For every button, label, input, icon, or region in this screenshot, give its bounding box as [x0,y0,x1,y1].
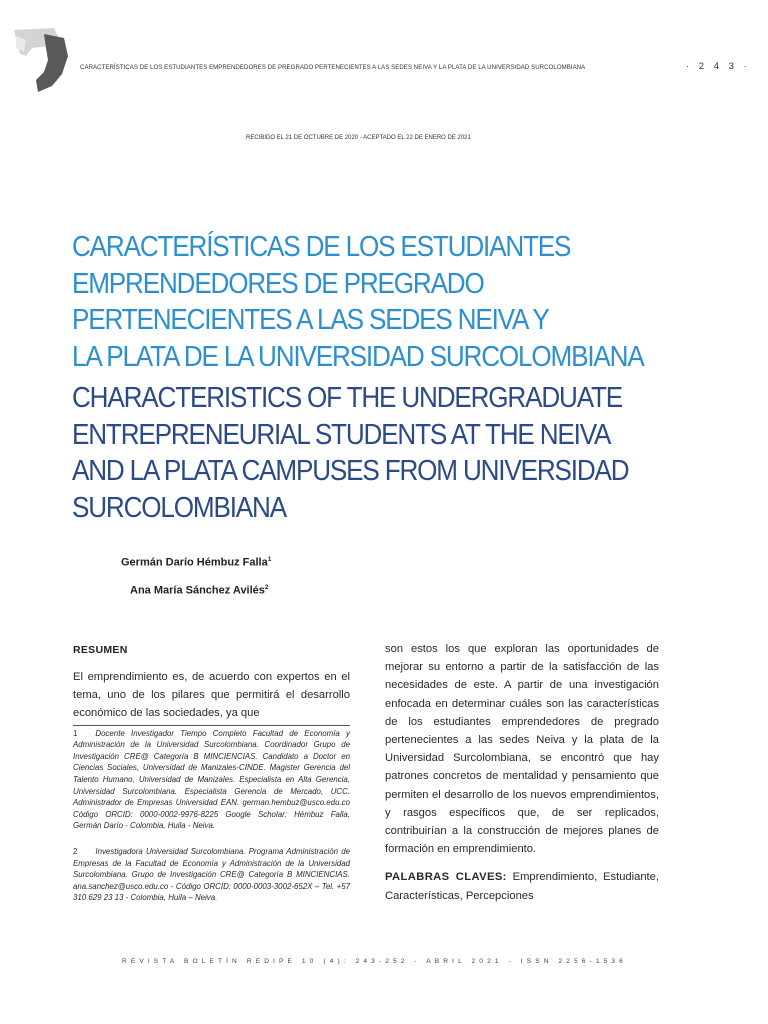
title-spanish [72,229,644,375]
author-1 [121,556,271,569]
title-english-line: CHARACTERISTICS OF THE UNDERGRADUATE [72,382,623,414]
author-footnote-mark: 1 [267,556,272,563]
title-english [72,380,629,526]
footnote-text: Investigadora Universidad Surcolombiana. Programa Administración de Empresas de la Facultad de Economía y Administración de la Universidad Surcolombiana. Grupo de Investigación CRE@ Categoría B MINCIENCIAS. ana.sanchez@usco.edu.co - Código ORCID: 0000-0003-3002-652X – Tel. +57 310 629 23 13 - Colombia, Huila – Neiva. [73,846,350,903]
keywords [385,868,659,904]
page-number: · 2 4 3 · [686,61,751,72]
left-column [73,644,350,904]
title-spanish-line: EMPRENDEDORES DE PREGRADO [72,267,484,300]
author-footnote-mark: 2 [264,584,269,591]
received-accepted-dates: RECIBIDO EL 21 DE OCTUBRE DE 2020 - ACEPTADO EL 22 DE ENERO DE 2021 [246,135,471,141]
journal-logo-icon [10,26,70,92]
footnote-divider [73,725,350,726]
title-english-line: AND LA PLATA CAMPUSES FROM UNIVERSIDAD [72,455,629,487]
footnote-number: 1 [73,728,78,738]
journal-footer: REVISTA BOLETÍN REDIPE 10 (4): 243-252 - ABRIL 2021 - ISSN 2256-1536 [122,958,627,965]
abstract-text-left: El emprendimiento es, de acuerdo con expertos en el tema, uno de los pilares que permitirá el desarrollo económico de las sociedades, ya que [73,671,350,720]
footnote-number: 2 [73,846,78,856]
keywords-text: Emprendimiento, Estudiante, Características, Percepciones [385,871,660,902]
abstract-heading: RESUMEN [73,644,128,656]
title-english-line: ENTREPRENEURIAL STUDENTS AT THE NEIVA [72,418,611,451]
title-spanish-line: PERTENECIENTES A LAS SEDES NEIVA Y [72,304,549,336]
footnote-text: Docente Investigador Tiempo Completo Facultad de Economía y Administración de la Universidad Surcolombiana. Coordinador Grupo de Investigación CRE@ Categoría B MINCIENCIAS. Candidato a Doctor en Ciencias Sociales, Universidad de Manizales-CINDE. Magister Gerencia del Talento Humano, Universidad de Manizales. Especialista en Alta Gerencia, Universidad Surcolombiana. Especialista Gerencia de Mercado, UCC. Administrador de Empresas Universidad EAN. german.hembuz@usco.edu.co Código ORCID: 0000-0002-9976-8225 Google Scholar: Hémbuz Falla, Germán Darío - Colombia, Huila - Neiva. [73,728,350,831]
title-english-line: SURCOLOMBIANA [72,491,286,524]
author-name: Ana María Sánchez Avilés [130,584,265,597]
footnote-2 [73,846,350,904]
right-column [385,640,659,905]
keywords-label: PALABRAS CLAVES: [385,871,507,884]
author-2 [130,584,269,597]
title-spanish-line: CARACTERÍSTICAS DE LOS ESTUDIANTES [72,231,571,263]
title-spanish-line: LA PLATA DE LA UNIVERSIDAD SURCOLOMBIANA [72,340,644,373]
abstract-text-right: son estos los que exploran las oportunidades de mejorar su entorno a partir de la satisfacción de las necesidades de este. A partir de una investigación enfocada en determinar cuáles son las características de los estudiantes emprendedores de pregrado pertenecientes a las sedes Neiva y la plata de la Universidad Surcolombiana, se encontró que hay patrones concretos de mentalidad y pensamiento que permiten el desarrollo de los nuevos emprendimientos, y rasgos específicos que, de ser replicados, contribuirían a la construcción de mejores planes de formación en emprendimiento. [385,643,659,856]
author-name: Germán Darío Hémbuz Falla [121,556,268,569]
footnote-1 [73,728,350,832]
running-title: CARACTERÍSTICAS DE LOS ESTUDIANTES EMPRENDEDORES DE PREGRADO PERTENECIENTES A LAS SEDES NEIVA Y LA PLATA DE LA UNIVERSIDAD SURCOLOMBIANA [80,64,586,71]
